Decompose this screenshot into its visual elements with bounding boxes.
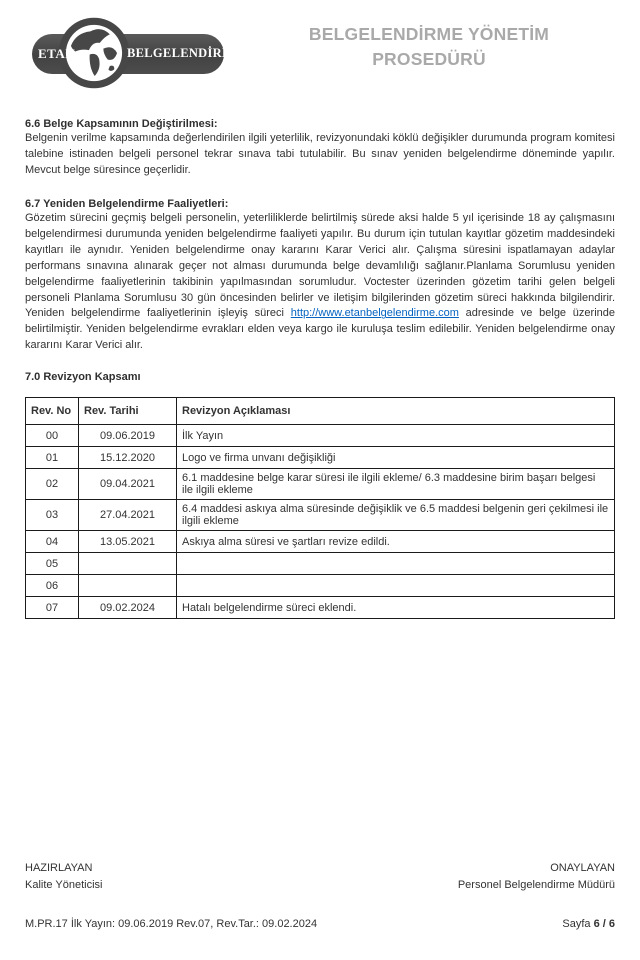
rev-desc-cell bbox=[177, 553, 615, 575]
website-link[interactable]: http://www.etanbelgelendirme.com bbox=[290, 307, 459, 320]
company-logo bbox=[32, 6, 243, 98]
rev-date-cell: 13.05.2021 bbox=[79, 531, 177, 553]
rev-date-cell: 09.02.2024 bbox=[79, 597, 177, 619]
page-label: Sayfa bbox=[562, 918, 594, 930]
rev-desc-cell: Logo ve firma unvanı değişikliği bbox=[177, 447, 615, 469]
approved-by-block bbox=[458, 860, 615, 894]
rev-desc-cell: Hatalı belgelendirme süreci eklendi. bbox=[177, 597, 615, 619]
table-row bbox=[26, 531, 615, 553]
rev-no-cell: 01 bbox=[26, 447, 79, 469]
page-footer-line bbox=[25, 918, 615, 930]
document-title-line1: BELGELENDİRME YÖNETİM bbox=[308, 24, 550, 44]
document-title-line2: PROSEDÜRÜ bbox=[372, 49, 486, 70]
rev-no-cell: 00 bbox=[26, 425, 79, 447]
signature-blocks bbox=[25, 860, 615, 894]
logo-text-etan: ETAN bbox=[38, 46, 76, 61]
prepared-by-label: HAZIRLAYAN bbox=[25, 862, 93, 874]
approved-by-role: Personel Belgelendirme Müdürü bbox=[457, 879, 615, 892]
rev-desc-cell: 6.1 maddesine belge karar süresi ile ilgili ekleme/ 6.3 maddesine birim başarı belgesi ile ilgili ekleme bbox=[177, 469, 615, 500]
rev-no-cell: 05 bbox=[26, 553, 79, 575]
document-title bbox=[232, 22, 640, 73]
rev-date-cell: 15.12.2020 bbox=[79, 447, 177, 469]
rev-date-cell: 09.04.2021 bbox=[79, 469, 177, 500]
table-row bbox=[26, 575, 615, 597]
column-header-rev-date: Rev. Tarihi bbox=[79, 398, 177, 425]
document-body bbox=[25, 118, 615, 619]
column-header-rev-desc: Revizyon Açıklaması bbox=[177, 398, 615, 425]
rev-no-cell: 06 bbox=[26, 575, 79, 597]
section-6-7-para2-after-link: adresinde ve belge üzerinde belirtilmiştir. Yeniden belgelendirme evrakları elden veya kargo ile kuruluşa teslim edilebilir. Yeniden belgelendirme onay kararını Karar Verici alır. bbox=[25, 307, 616, 352]
table-row bbox=[26, 553, 615, 575]
section-6-7-para2-before-link: Planlama Sorumlusu yeniden belgelendirme faaliyetlerinin takibinin yapılmasından sorumludur. Voctester üzerinden gözetim tarihi gelen belgeli personeli Planlama Sorumlusu 30 gün öncesinden belirler ve iletişim bilgilerinden gözetim süreci hakkında bilgilendirir. Yeniden belgelendirme faaliyetlerinin işleyiş süreci bbox=[25, 259, 615, 320]
rev-date-cell bbox=[79, 575, 177, 597]
section-6-6-paragraph: Belgenin verilme kapsamında değerlendirilen ilgili yeterlilik, revizyonundaki köklü değişikler durumunda program komitesi talebine istinaden belgeli personel tekrar sınava tabi tutulabilir. Bu sınav yeniden belgelendirme döneminde yapılır. Mevcut belge süresince geçerlidir. bbox=[25, 132, 615, 176]
table-row bbox=[26, 500, 615, 531]
page-header bbox=[0, 0, 640, 102]
rev-date-cell bbox=[79, 553, 177, 575]
revision-table bbox=[25, 397, 615, 619]
rev-no-cell: 07 bbox=[26, 597, 79, 619]
section-6-7-heading: 6.7 Yeniden Belgelendirme Faaliyetleri: bbox=[25, 197, 229, 210]
table-row bbox=[26, 447, 615, 469]
rev-desc-cell bbox=[177, 575, 615, 597]
doc-info: M.PR.17 İlk Yayın: 09.06.2019 Rev.07, Rev.Tar.: 09.02.2024 bbox=[25, 918, 318, 930]
prepared-by-role: Kalite Yöneticisi bbox=[25, 879, 103, 892]
rev-desc-cell: Askıya alma süresi ve şartları revize edildi. bbox=[177, 531, 615, 553]
rev-no-cell: 03 bbox=[26, 500, 79, 531]
table-row bbox=[26, 425, 615, 447]
page-number bbox=[562, 918, 615, 930]
table-row bbox=[26, 597, 615, 619]
rev-date-cell: 09.06.2019 bbox=[79, 425, 177, 447]
section-7-0-heading: 7.0 Revizyon Kapsamı bbox=[25, 371, 141, 384]
page-number-value: 6 / 6 bbox=[593, 918, 615, 930]
section-6-6-heading: 6.6 Belge Kapsamının Değiştirilmesi: bbox=[25, 118, 218, 130]
section-6-7-para1: Gözetim sürecini geçmiş belgeli personelin, yeterliliklerde belirtilmiş sürede aksi halde 5 yıl içerisinde 18 ay çalışmasını belgelendirmesi durumunda yeniden belgelendirme faaliyeti yapılır. Bu durum için tutulan kayıtlar gözetim maddesindeki kayıtları ile aynıdır. Yeniden belgelendirme onay kararını Karar Verici alır. Çalışma süresini ispatlamayan adaylar performans sınavına alınarak geçer not alması durumunda belge devamlılığı sağlanır. bbox=[25, 211, 615, 272]
section-6-7-paragraph bbox=[25, 211, 615, 354]
approved-by-label: ONAYLAYAN bbox=[550, 862, 615, 874]
rev-no-cell: 02 bbox=[26, 469, 79, 500]
rev-desc-cell: 6.4 maddesi askıya alma süresinde değişiklik ve 6.5 maddesi belgenin geri çekilmesi ile ilgili ekleme bbox=[177, 500, 615, 531]
prepared-by-block bbox=[25, 860, 102, 894]
revision-table-header-row bbox=[26, 398, 615, 425]
table-row bbox=[26, 469, 615, 500]
rev-date-cell: 27.04.2021 bbox=[79, 500, 177, 531]
logo-text-belgelendirme: BELGELENDİRME bbox=[127, 46, 243, 60]
rev-no-cell: 04 bbox=[26, 531, 79, 553]
rev-desc-cell: İlk Yayın bbox=[177, 425, 615, 447]
column-header-rev-no: Rev. No bbox=[26, 398, 79, 425]
